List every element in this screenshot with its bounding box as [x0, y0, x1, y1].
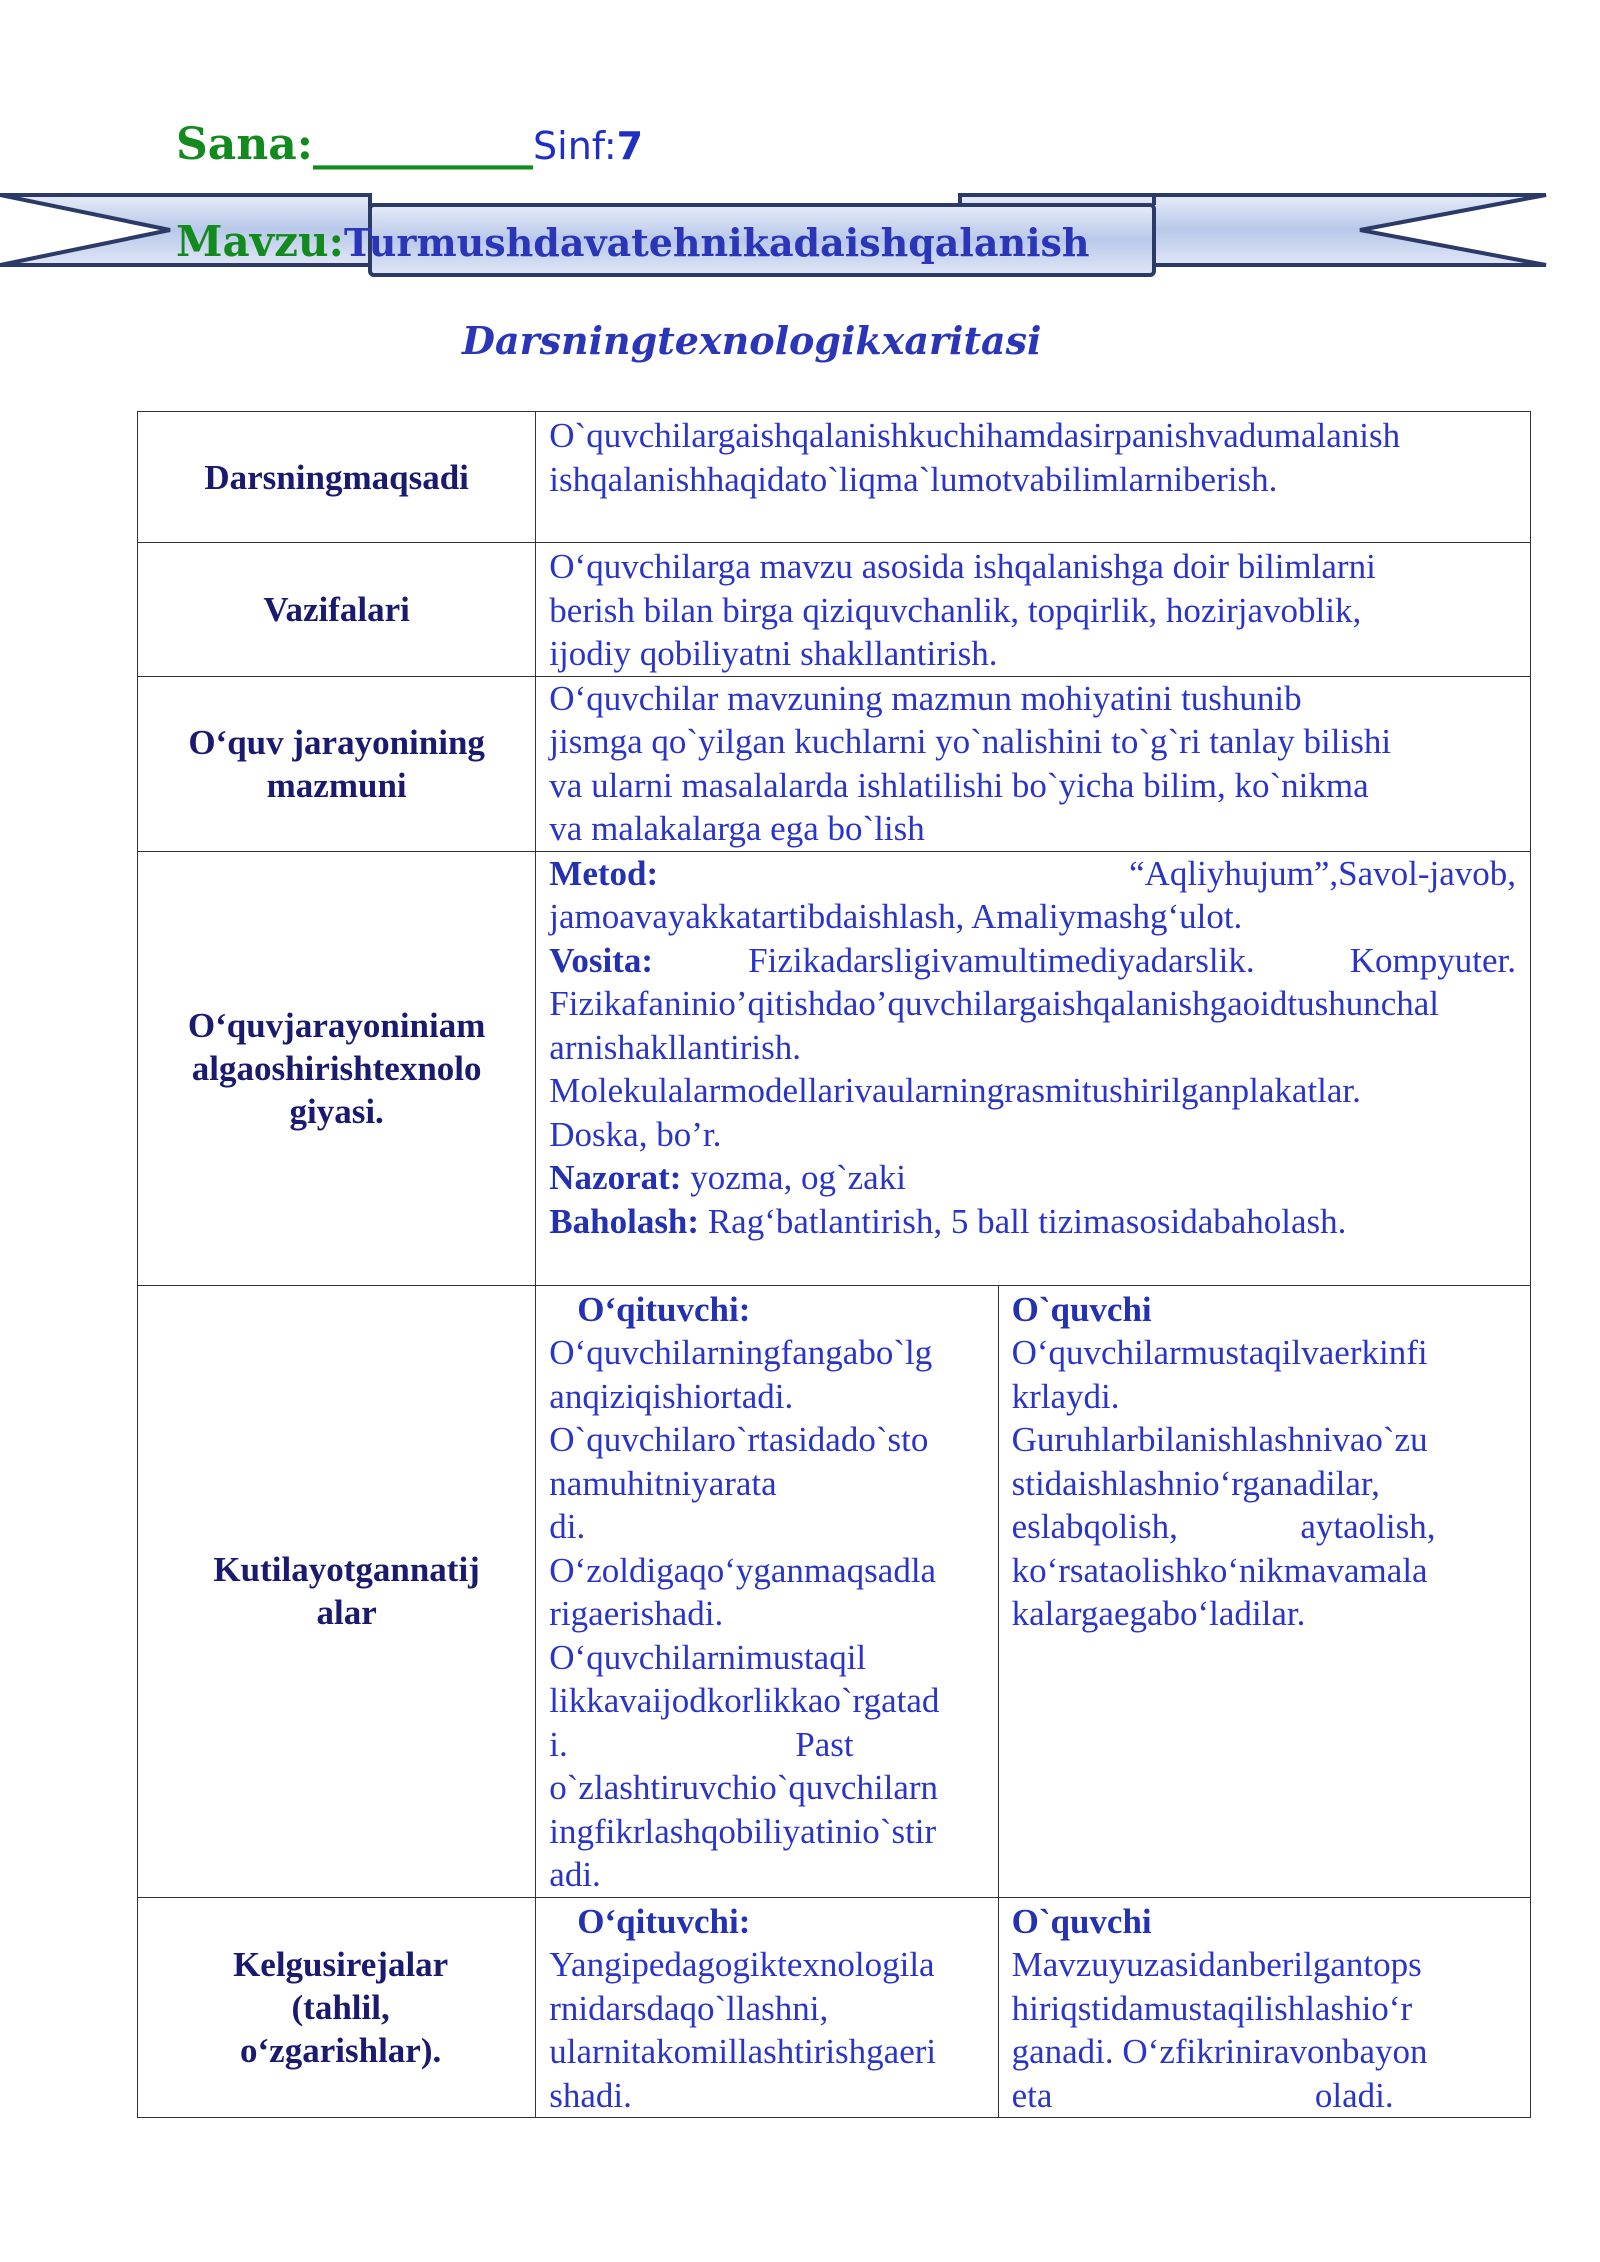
table-row [138, 412, 1531, 543]
content-line: stidaishlashnio‘rganadilar, [1011, 1463, 1380, 1503]
vosita-label: Vosita: [549, 940, 653, 980]
content-line: O`quvchilargaishqalanishkuchihamdasirpanishvadumalanish [549, 416, 1401, 455]
student-content [999, 1898, 1530, 2118]
nazorat-label: Nazorat: [549, 1158, 682, 1197]
student-heading: O`quvchi [1011, 1289, 1152, 1329]
content-line: O‘quvchilarningfangabo`lg [549, 1333, 933, 1372]
table-row [138, 1285, 1531, 1897]
row-content [536, 852, 1530, 1244]
date-label: Sana: [176, 119, 314, 170]
content-line: ko‘rsataolishko‘nikmavamala [1011, 1550, 1428, 1590]
teacher-cell [536, 1285, 998, 1897]
content-line: jismga qo`yilgan kuchlarni yo`nalishini to`g`ri tanlay bilishi [549, 722, 1392, 761]
metod-label: Metod: [549, 853, 659, 893]
content-line: O‘quvchilarga mavzu asosida ishqalanishga doir bilimlarni [549, 547, 1376, 586]
row-content-cell [536, 676, 1531, 851]
row-label: O‘quv jarayonining mazmuni [188, 722, 485, 805]
content-line: di. [549, 1507, 586, 1546]
vosita-value: Kompyuter. [1349, 940, 1516, 980]
metod-value: “Aqliyhujum”,Savol-javob, [1129, 853, 1516, 893]
content-line: rigaerishadi. [549, 1594, 724, 1633]
content-line: likkavaijodkorlikkao`rgatad [549, 1681, 940, 1720]
teacher-content [536, 1286, 997, 1897]
table-row [138, 851, 1531, 1285]
student-heading: O`quvchi [1011, 1901, 1152, 1941]
content-line: Yangipedagogiktexnologila [549, 1945, 935, 1984]
content-line: arnishakllantirish. [549, 1027, 802, 1067]
table-row [138, 543, 1531, 677]
content-line: O`quvchilaro`rtasidado`sto [549, 1420, 929, 1459]
row-content-cell [536, 543, 1531, 677]
content-line: Molekulalarmodellarivaularningrasmitushirilganplakatlar. [549, 1071, 1361, 1110]
document-heading: Darsningtexnologikxaritasi [462, 318, 1042, 363]
content-line: adi. [549, 1855, 601, 1894]
content-line: shadi. [549, 2075, 632, 2115]
row-label-cell [138, 1285, 536, 1897]
student-cell [998, 1897, 1530, 2118]
table-row [138, 676, 1531, 851]
student-content [999, 1286, 1530, 1636]
content-line: eta oladi. [1011, 2075, 1394, 2115]
content-line: rnidarsdaqo`llashni, [549, 1988, 829, 2028]
content-line: eslabqolish, aytaolish, [1011, 1507, 1436, 1546]
content-line: hiriqstidamustaqilishlashio‘r [1011, 1988, 1413, 2028]
row-label-cell [138, 412, 536, 543]
topic-label: Mavzu: [176, 217, 344, 266]
row-label: Vazifalari [263, 589, 410, 629]
row-content [536, 677, 1530, 851]
row-content [536, 543, 1530, 676]
topic-line [176, 214, 1090, 280]
content-line: va malakalarga ega bo`lish [549, 809, 925, 848]
content-line: jamoavayakkatartibdaishlash, Amaliymashg‘ulot. [549, 897, 1243, 936]
content-line: namuhitniyarata [549, 1463, 777, 1503]
row-label-cell [138, 676, 536, 851]
content-line: krlaydi. [1011, 1376, 1120, 1416]
teacher-content [536, 1898, 997, 2118]
teacher-heading: O‘qituvchi: [577, 1901, 751, 1941]
row-label-cell [138, 851, 536, 1285]
date-blank: __________ [313, 119, 534, 170]
row-label-cell [138, 543, 536, 677]
topic-title: Turmushdavatehnikadaishqalanish [344, 220, 1090, 265]
teacher-heading: O‘qituvchi: [577, 1289, 751, 1329]
content-line: Fizikafaninio’qitishdao’quvchilargaishqalanishgaoidtushunchal [549, 984, 1439, 1023]
content-line: Mavzuyuzasidanberilgantops [1011, 1945, 1422, 1984]
content-line: Doska, bo’r. [549, 1114, 722, 1154]
teacher-cell [536, 1897, 998, 2118]
vosita-line [549, 939, 1516, 983]
nazorat-line [549, 1156, 1516, 1200]
row-label-cell [138, 1897, 536, 2118]
student-cell [998, 1285, 1530, 1897]
row-content [536, 412, 1530, 501]
content-line: kalargaegabo‘ladilar. [1011, 1594, 1306, 1633]
content-line: O‘quvchilar mavzuning mazmun mohiyatini tushunib [549, 678, 1302, 718]
table-row [138, 1897, 1531, 2118]
row-label: O‘quvjarayoniniam algaoshirishtexnolo giyasi. [187, 1005, 486, 1131]
content-line: anqiziqishiortadi. [549, 1376, 794, 1416]
class-value: 7 [616, 124, 644, 168]
date-class-line [176, 116, 643, 174]
content-line: ishqalanishhaqidato`liqma`lumotvabilimlarniberish. [549, 459, 1278, 499]
content-line: O‘zoldigaqo‘yganmaqsadla [549, 1550, 937, 1590]
content-line: ijodiy qobiliyatni shakllantirish. [549, 634, 998, 673]
content-line: o`zlashtiruvchio`quvchilarn [549, 1768, 939, 1807]
metod-line [549, 852, 1516, 896]
nazorat-value: yozma, og`zaki [681, 1158, 906, 1197]
vosita-value: Fizikadarsligivamultimediyadarslik. [748, 940, 1255, 980]
baholash-value: Rag‘batlantirish, 5 ball tizimasosidabaholash. [699, 1201, 1347, 1241]
row-label: Kelgusirejalar (tahlil, o‘zgarishlar). [233, 1944, 449, 2070]
lesson-plan-table [137, 411, 1531, 2118]
content-line: Guruhlarbilanishlashnivao`zu [1011, 1420, 1428, 1459]
content-line: ingfikrlashqobiliyatinio`stir [549, 1811, 937, 1851]
row-content-cell [536, 851, 1531, 1285]
content-line: i. Past [549, 1724, 854, 1764]
class-label: Sinf: [533, 124, 617, 168]
content-line: O‘quvchilarnimustaqil [549, 1637, 867, 1677]
row-content-cell [536, 412, 1531, 543]
content-line: ganadi. O‘zfikriniravonbayon [1011, 2032, 1428, 2071]
content-line: va ularni masalalarda ishlatilishi bo`yicha bilim, ko`nikma [549, 765, 1369, 805]
row-label: Darsningmaqsadi [204, 457, 469, 497]
row-label: Kutilayotgannatij alar [213, 1550, 480, 1632]
baholash-label: Baholash: [549, 1201, 700, 1241]
content-line: ularnitakomillashtirishgaeri [549, 2032, 937, 2071]
baholash-line [549, 1200, 1516, 1244]
content-line: berish bilan birga qiziquvchanlik, topqirlik, hozirjavoblik, [549, 590, 1362, 630]
content-line: O‘quvchilarmustaqilvaerkinfi [1011, 1333, 1428, 1372]
